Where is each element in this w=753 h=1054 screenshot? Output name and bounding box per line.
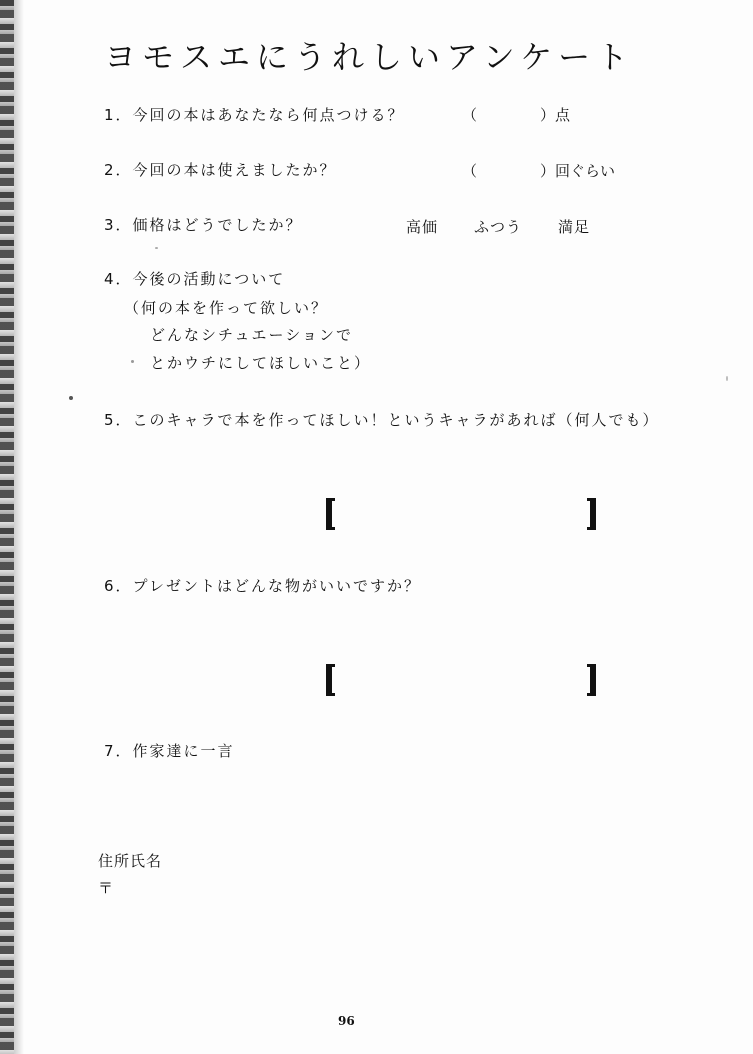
question-2-paren-open: （ bbox=[462, 162, 478, 180]
question-4: 4．今後の活動について bbox=[104, 270, 286, 288]
question-2-paren-close: ）回ぐらい bbox=[540, 162, 616, 180]
binding-shadow bbox=[14, 0, 24, 1054]
scan-speck bbox=[69, 396, 73, 400]
address-label: 住所氏名 bbox=[98, 852, 163, 870]
question-4-sub-2: どんなシチュエーションで bbox=[150, 326, 353, 344]
question-4-sub-3: とかウチにしてほしいこと） bbox=[150, 354, 372, 372]
page-title: ヨモスエにうれしいアンケート bbox=[104, 38, 635, 76]
answer-bracket-close-q6 bbox=[587, 664, 596, 696]
answer-bracket-open-q6 bbox=[326, 664, 335, 696]
question-5: 5．このキャラで本を作ってほしい！というキャラがあれば（何人でも） bbox=[104, 411, 660, 429]
question-2: 2．今回の本は使えましたか？ bbox=[104, 161, 337, 179]
question-1-paren-open: （ bbox=[462, 106, 478, 124]
question-4-sub-1: （何の本を作って欲しい？ bbox=[124, 299, 329, 317]
price-option-normal: ふつう bbox=[474, 218, 523, 236]
question-1: 1．今回の本はあなたなら何点つける？ bbox=[104, 106, 405, 124]
scan-speck bbox=[131, 360, 134, 363]
answer-bracket-open-q5 bbox=[326, 498, 335, 530]
price-option-satisfied: 満足 bbox=[558, 218, 591, 236]
question-7: 7．作家達に一言 bbox=[104, 742, 235, 760]
price-option-expensive: 高価 bbox=[406, 218, 439, 236]
question-3: 3．価格はどうでしたか？ bbox=[104, 216, 303, 234]
question-1-paren-close: ）点 bbox=[540, 106, 571, 124]
question-6: 6．プレゼントはどんな物がいいですか？ bbox=[104, 577, 421, 595]
answer-bracket-close-q5 bbox=[587, 498, 596, 530]
binding-edge bbox=[0, 0, 14, 1054]
postal-mark: 〒 bbox=[98, 879, 115, 897]
page-number: 96 bbox=[338, 1014, 355, 1028]
scan-speck bbox=[726, 376, 728, 381]
scan-speck bbox=[155, 247, 158, 249]
